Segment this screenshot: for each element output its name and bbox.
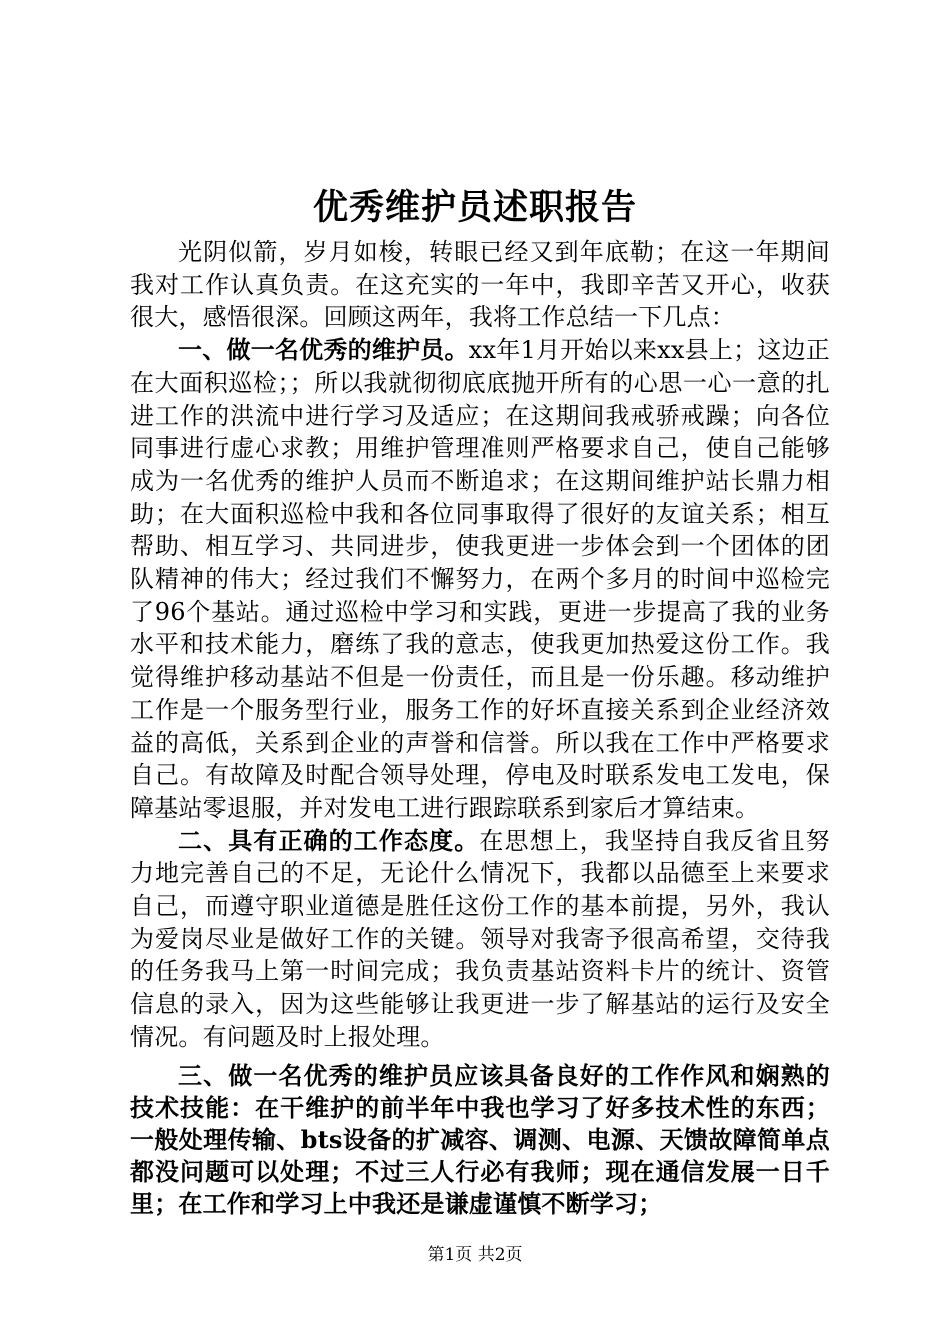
paragraph-section-1 bbox=[130, 334, 830, 825]
paragraph-section-3 bbox=[130, 1060, 830, 1221]
paragraph-section-2 bbox=[130, 825, 830, 1054]
section-heading: 二、具有正确的工作态度。 bbox=[178, 825, 480, 855]
document-title: 优秀维护员述职报告 bbox=[312, 187, 637, 228]
paragraph-text: 在思想上，我坚持自我反省且努力地完善自己的不足，无论什么情况下，我都以品德至上来要求自己，而遵守职业道德是胜任这份工作的基本前提，另外，我认为爱岗尽业是做好工作的关键。领导对我寄予很高希望，交待我的任务我马上第一时间完成；我负责基站资料卡片的统计、资管信息的录入，因为这些能够让我更进一步了解基站的运行及安全情况。有问题及时上报处理。 bbox=[130, 826, 830, 1051]
paragraph-intro bbox=[130, 236, 830, 334]
paragraph-text: 光阴似箭，岁月如梭，转眼已经又到年底勒；在这一年期间我对工作认真负责。在这充实的一年中，我即辛苦又开心，收获很大，感悟很深。回顾这两年，我将工作总结一下几点： bbox=[130, 238, 830, 332]
paragraph-text: 三、做一名优秀的维护员应该具备良好的工作作风和娴熟的技术技能：在干维护的前半年中我也学习了好多技术性的东西；一般处理传输、bts设备的扩减容、调测、电源、天馈故障简单点都没问题可以处理；不过三人行必有我师；现在通信发展一日千里；在工作和学习上中我还是谦虚谨慎不断学习； bbox=[130, 1060, 830, 1219]
section-heading: 一、做一名优秀的维护员。 bbox=[178, 335, 469, 365]
document-body bbox=[130, 236, 830, 1221]
page-footer: 第1页 共2页 bbox=[427, 1245, 523, 1265]
paragraph-text: xx年1月开始以来xx县上；这边正在大面积巡检；；所以我就彻彻底底抛开所有的心思一心一意的扎进工作的洪流中进行学习及适应；在这期间我戒骄戒躁；向各位同事进行虚心求教；用维护管理准则严格要求自己，使自己能够成为一名优秀的维护人员而不断追求；在这期间维护站长鼎力相助；在大面积巡检中我和各位同事取得了很好的友谊关系；相互帮助、相互学习、共同进步，使我更进一步体会到一个团体的团队精神的伟大；经过我们不懈努力，在两个多月的时间中巡检完了96个基站。通过巡检中学习和实践，更进一步提高了我的业务水平和技术能力，磨练了我的意志，使我更加热爱这份工作。我觉得维护移动基站不但是一份责任，而且是一份乐趣。移动维护工作是一个服务型行业，服务工作的好坏直接关系到企业经济效益的高低，关系到企业的声誉和信誉。所以我在工作中严格要求自己。有故障及时配合领导处理，停电及时联系发电工发电，保障基站零退服，并对发电工进行跟踪联系到家后才算结束。 bbox=[130, 336, 830, 822]
